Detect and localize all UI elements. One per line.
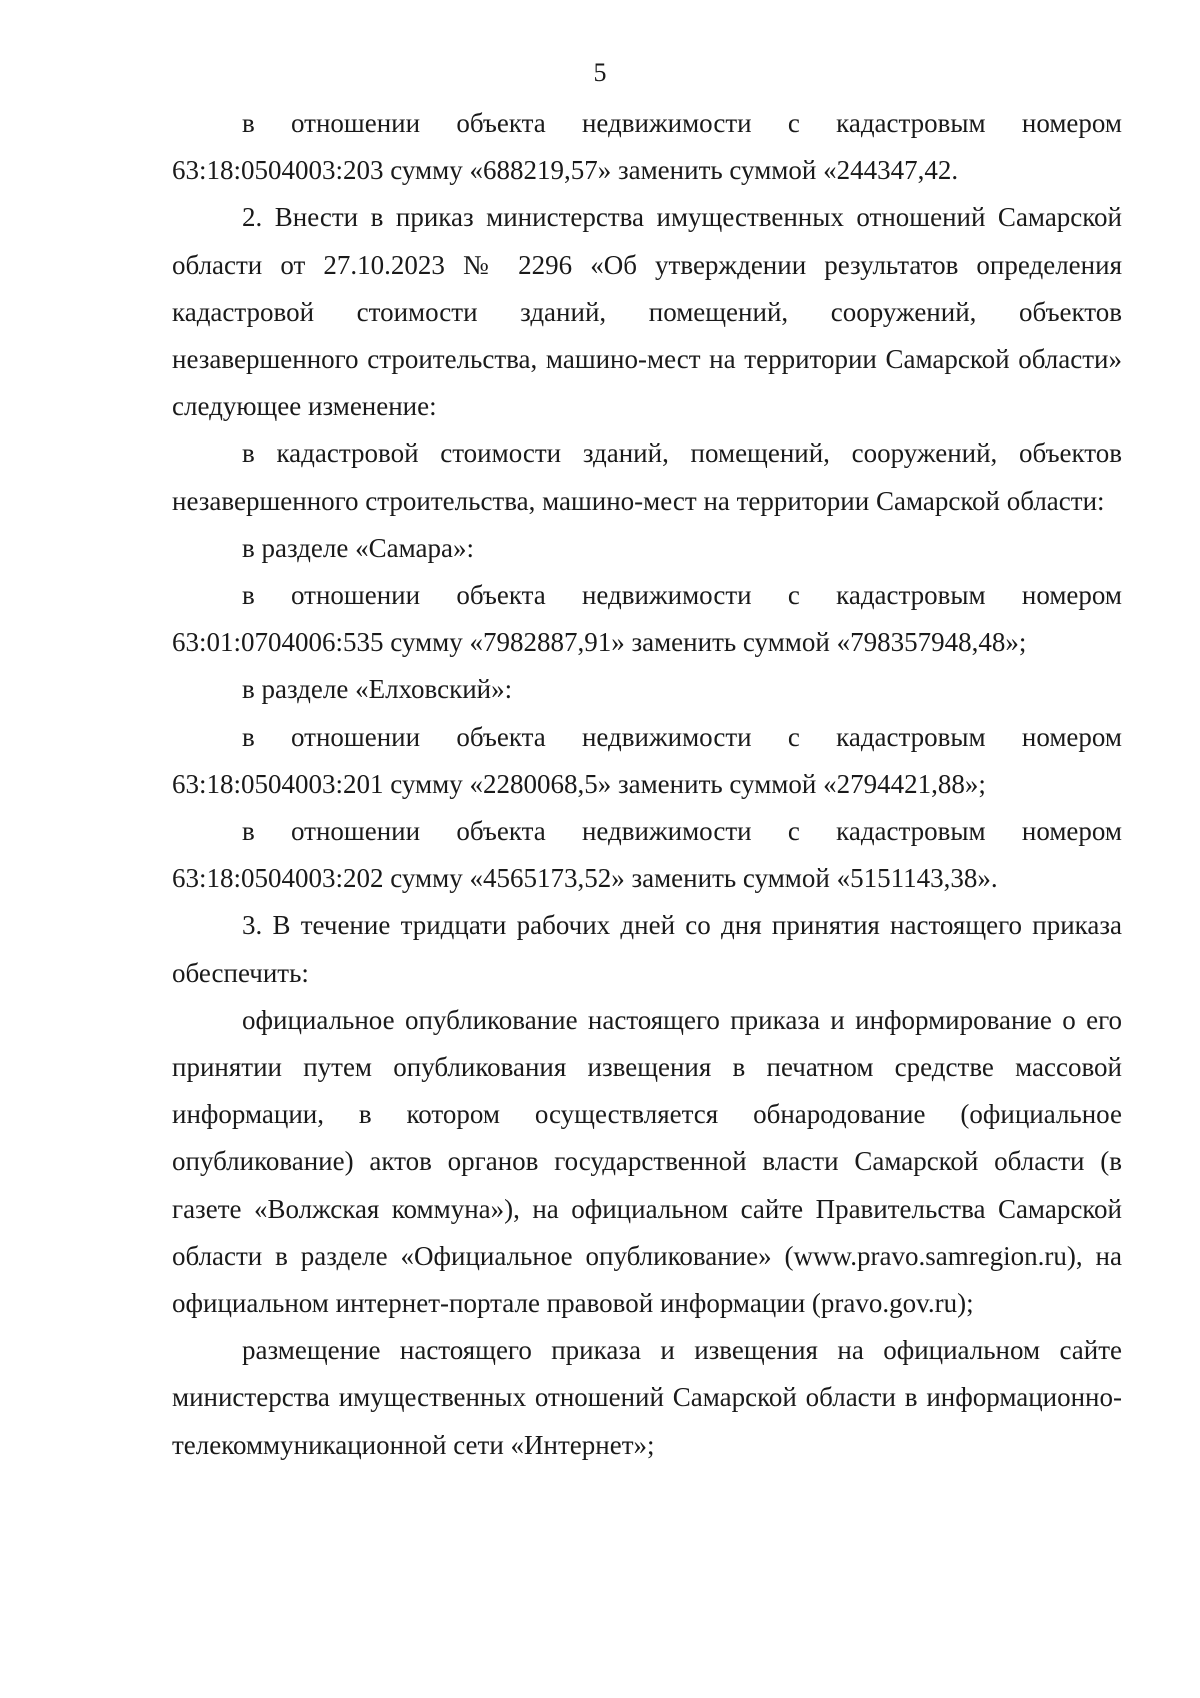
paragraph-object-202: в отношении объекта недвижимости с кадастровым номером 63:18:0504003:202 сумму «4565173,52» заменить суммой «5151143,38». — [172, 816, 1122, 894]
paragraph-cadastral-scope: в кадастровой стоимости зданий, помещений, сооружений, объектов незавершенного строительства, машино-мест на территории Самарской области: — [172, 438, 1122, 516]
paragraph-object-535: в отношении объекта недвижимости с кадастровым номером 63:01:0704006:535 сумму «7982887,91» заменить суммой «798357948,48»; — [172, 580, 1122, 658]
paragraph-website-placement: размещение настоящего приказа и извещения на официальном сайте министерства имущественных отношений Самарской области в информационно-телекоммуникационной сети «Интернет»; — [172, 1335, 1122, 1460]
paragraph-object-201: в отношении объекта недвижимости с кадастровым номером 63:18:0504003:201 сумму «2280068,5» заменить суммой «2794421,88»; — [172, 721, 1122, 799]
section-heading-elkhovsky: в разделе «Елховский»: — [242, 674, 513, 705]
paragraph-official-publication: официальное опубликование настоящего приказа и информирование о его принятии путем опубликования извещения в печатном средстве массовой информации, в котором осуществляется обнародование (официальное опубликование) актов органов государственной власти Самарской области (в газете «Волжская коммуна»), на официальном сайте Правительства Самарской области в разделе «Официальное опубликование» (www.pravo.samregion.ru), на официальном интернет-портале правовой информации (pravo.gov.ru); — [172, 1004, 1122, 1319]
page-number: 5 — [593, 58, 607, 87]
paragraph-item-2: 2. Внести в приказ министерства имущественных отношений Самарской области от 27.10.2023 № 2296 «Об утверждении результатов определения кадастровой стоимости зданий, помещений, сооружений, объектов незавершенного строительства, машино-мест на территории Самарской области» следующее изменение: — [172, 202, 1122, 422]
paragraph-item-3: 3. В течение тридцати рабочих дней со дня принятия настоящего приказа обеспечить: — [172, 910, 1122, 988]
paragraph-item-1: в отношении объекта недвижимости с кадастровым номером 63:18:0504003:203 сумму «688219,57» заменить суммой «244347,42. — [172, 108, 1122, 186]
section-heading-samara: в разделе «Самара»: — [242, 532, 474, 563]
document-body — [172, 100, 1122, 1469]
